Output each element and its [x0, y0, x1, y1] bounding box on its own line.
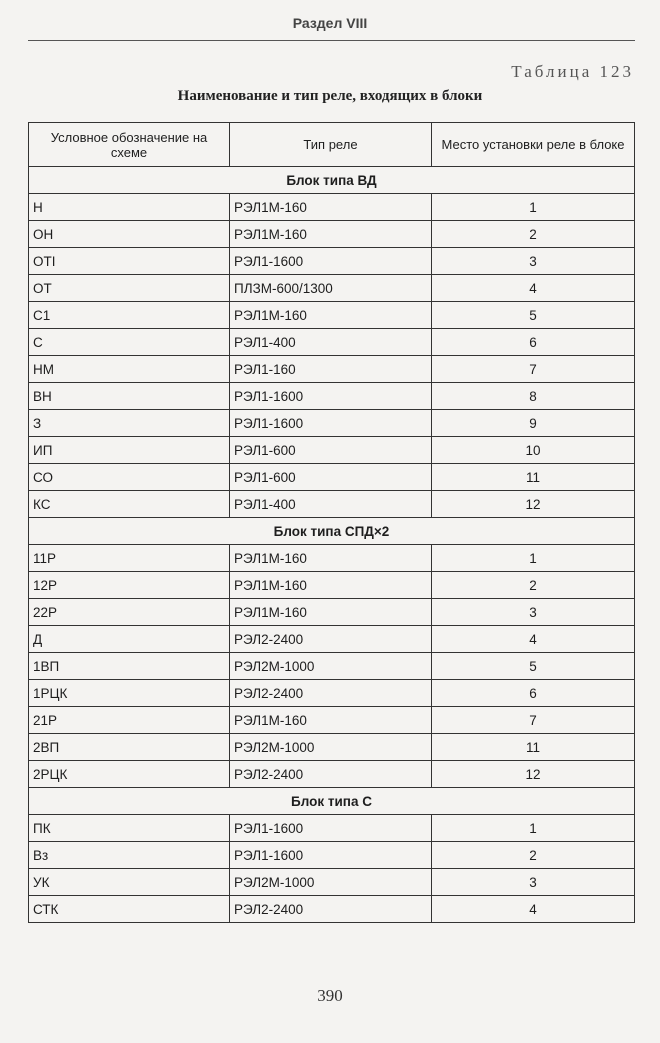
cell-relay-type: РЭЛ1-160	[230, 356, 432, 383]
table-row	[29, 248, 635, 275]
cell-position: 6	[432, 329, 635, 356]
table-row	[29, 464, 635, 491]
table-row	[29, 680, 635, 707]
block-title: Блок типа ВД	[29, 167, 635, 194]
cell-designation: 22Р	[29, 599, 230, 626]
cell-position: 4	[432, 626, 635, 653]
table-row	[29, 410, 635, 437]
table-row	[29, 194, 635, 221]
cell-position: 10	[432, 437, 635, 464]
cell-relay-type: РЭЛ1-400	[230, 329, 432, 356]
table-row	[29, 896, 635, 923]
cell-designation: З	[29, 410, 230, 437]
cell-position: 3	[432, 599, 635, 626]
cell-relay-type: РЭЛ1М-160	[230, 707, 432, 734]
table-row	[29, 869, 635, 896]
cell-position: 2	[432, 842, 635, 869]
table-row	[29, 815, 635, 842]
table-row	[29, 545, 635, 572]
cell-position: 6	[432, 680, 635, 707]
table-row	[29, 302, 635, 329]
table-number: Таблица 123	[511, 62, 634, 81]
cell-position: 4	[432, 275, 635, 302]
cell-relay-type: РЭЛ2М-1000	[230, 869, 432, 896]
cell-position: 1	[432, 815, 635, 842]
table-row	[29, 275, 635, 302]
cell-relay-type: РЭЛ1-1600	[230, 248, 432, 275]
cell-position: 2	[432, 221, 635, 248]
cell-relay-type: РЭЛ1М-160	[230, 545, 432, 572]
cell-position: 11	[432, 734, 635, 761]
cell-position: 2	[432, 572, 635, 599]
cell-relay-type: РЭЛ2-2400	[230, 761, 432, 788]
block-header-row	[29, 167, 635, 194]
cell-relay-type: РЭЛ1М-160	[230, 572, 432, 599]
cell-position: 5	[432, 302, 635, 329]
cell-designation: ВН	[29, 383, 230, 410]
cell-position: 9	[432, 410, 635, 437]
table-row	[29, 383, 635, 410]
column-header-relay-type: Тип реле	[230, 123, 432, 167]
cell-designation: Н	[29, 194, 230, 221]
table-row	[29, 626, 635, 653]
cell-position: 12	[432, 491, 635, 518]
cell-designation: 21Р	[29, 707, 230, 734]
header-rule	[28, 40, 635, 41]
table-row	[29, 761, 635, 788]
cell-designation: 2РЦК	[29, 761, 230, 788]
cell-position: 11	[432, 464, 635, 491]
cell-designation: ОТ	[29, 275, 230, 302]
cell-relay-type: РЭЛ1-400	[230, 491, 432, 518]
table-header-row	[29, 123, 635, 167]
table-row	[29, 734, 635, 761]
cell-designation: 1РЦК	[29, 680, 230, 707]
cell-designation: 2ВП	[29, 734, 230, 761]
cell-relay-type: ПЛЗМ-600/1300	[230, 275, 432, 302]
column-header-designation: Условное обозначение на схеме	[29, 123, 230, 167]
cell-relay-type: РЭЛ1-600	[230, 464, 432, 491]
cell-designation: 1ВП	[29, 653, 230, 680]
column-header-position: Место установки реле в блоке	[432, 123, 635, 167]
page-number: 390	[317, 986, 343, 1005]
table-row	[29, 329, 635, 356]
cell-designation: ПК	[29, 815, 230, 842]
table-row	[29, 653, 635, 680]
cell-designation: С1	[29, 302, 230, 329]
cell-position: 12	[432, 761, 635, 788]
cell-designation: ИП	[29, 437, 230, 464]
cell-designation: 12Р	[29, 572, 230, 599]
cell-designation: НМ	[29, 356, 230, 383]
cell-relay-type: РЭЛ2-2400	[230, 896, 432, 923]
cell-designation: КС	[29, 491, 230, 518]
cell-designation: С	[29, 329, 230, 356]
cell-designation: Д	[29, 626, 230, 653]
cell-designation: СО	[29, 464, 230, 491]
table-row	[29, 356, 635, 383]
cell-relay-type: РЭЛ1-600	[230, 437, 432, 464]
cell-relay-type: РЭЛ2М-1000	[230, 734, 432, 761]
block-header-row	[29, 788, 635, 815]
cell-designation: ОТI	[29, 248, 230, 275]
table-body	[29, 167, 635, 923]
cell-relay-type: РЭЛ1М-160	[230, 221, 432, 248]
cell-position: 3	[432, 869, 635, 896]
cell-relay-type: РЭЛ2-2400	[230, 680, 432, 707]
cell-designation: Вз	[29, 842, 230, 869]
cell-designation: ОН	[29, 221, 230, 248]
relay-table	[28, 122, 635, 923]
cell-relay-type: РЭЛ1М-160	[230, 302, 432, 329]
table-row	[29, 437, 635, 464]
table-row	[29, 221, 635, 248]
cell-designation: 11Р	[29, 545, 230, 572]
cell-designation: СТК	[29, 896, 230, 923]
cell-relay-type: РЭЛ1-1600	[230, 410, 432, 437]
table-title: Наименование и тип реле, входящих в блоки	[177, 88, 483, 104]
block-title: Блок типа С	[29, 788, 635, 815]
cell-relay-type: РЭЛ1М-160	[230, 194, 432, 221]
cell-position: 7	[432, 356, 635, 383]
block-title: Блок типа СПД×2	[29, 518, 635, 545]
table-row	[29, 491, 635, 518]
table-row	[29, 572, 635, 599]
table-row	[29, 842, 635, 869]
table-row	[29, 707, 635, 734]
cell-position: 1	[432, 194, 635, 221]
cell-relay-type: РЭЛ1-1600	[230, 842, 432, 869]
cell-position: 4	[432, 896, 635, 923]
cell-relay-type: РЭЛ2-2400	[230, 626, 432, 653]
cell-relay-type: РЭЛ1-1600	[230, 815, 432, 842]
cell-relay-type: РЭЛ1-1600	[230, 383, 432, 410]
cell-position: 7	[432, 707, 635, 734]
cell-position: 1	[432, 545, 635, 572]
table-row	[29, 599, 635, 626]
section-header: Раздел VIII	[292, 15, 368, 31]
cell-relay-type: РЭЛ2М-1000	[230, 653, 432, 680]
cell-designation: УК	[29, 869, 230, 896]
cell-position: 3	[432, 248, 635, 275]
cell-relay-type: РЭЛ1М-160	[230, 599, 432, 626]
block-header-row	[29, 518, 635, 545]
cell-position: 5	[432, 653, 635, 680]
cell-position: 8	[432, 383, 635, 410]
